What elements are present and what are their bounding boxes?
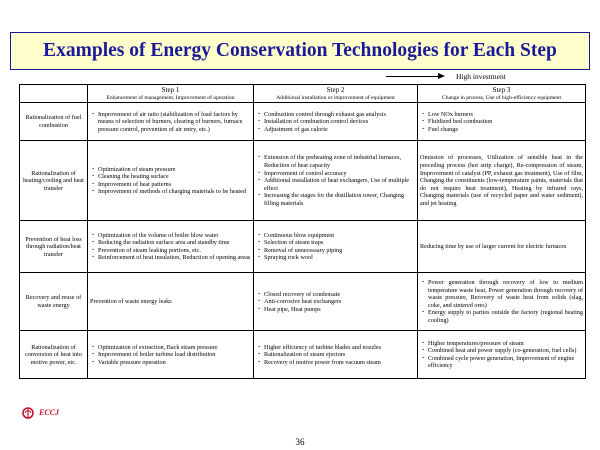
table-cell: [88, 103, 254, 141]
row-label: Rationalization of fuel combustion: [20, 103, 88, 141]
list-item: ・ Removal of unnecessary piping: [256, 247, 415, 255]
page-number: 36: [295, 437, 305, 447]
list-item: ・ Combined cycle power generation, Improvement of engine efficiency: [420, 355, 583, 370]
list-item: ・ Anti-corrosive heat exchangers: [256, 298, 415, 306]
row-label: Prevention of heat loss through radiation/heat transfer: [20, 221, 88, 273]
arrow-right-icon: [438, 73, 445, 79]
logo-text: ECCJ: [39, 408, 60, 417]
list-item: ・ Fluidized bed combustion: [420, 118, 583, 126]
row-label: Recovery and reuse of waste energy: [20, 273, 88, 331]
list-item: ・ Heat pipe, Heat pumps: [256, 306, 415, 314]
table-cell: [254, 273, 418, 331]
step-description: Enhancement of management, Improvement of operation: [106, 94, 235, 101]
list-item: ・ Low NOx burners: [420, 111, 583, 119]
list-item: ・ Rationalization of steam ejectors: [256, 351, 415, 359]
table-header-row: [20, 85, 586, 103]
table-cell: [254, 141, 418, 221]
list-item: ・ Optimization of extraction, Back steam pressure: [90, 344, 251, 352]
title-banner: [10, 32, 590, 70]
table-cell: Omission of processes, Utilization of sensible heat in the preceding process (hot strip charge), Re-compression of steam, Improvement of catalyst (PP, exhaust gas treatment), Use of film, Changing the constituents (low-temperature paints, materials that do not require heat treatment), Heating by infrared rays, Changing materials (use of recycled paper and water sediment), and jet heating: [418, 141, 586, 221]
list-item: ・ Reinforcement of heat insulation, Reduction of opening areas: [90, 254, 251, 262]
step-description: Change in process, Use of high-efficiency equipment: [441, 94, 562, 101]
list-item: ・ Combined heat and power supply (co-generation, fuel cells): [420, 347, 583, 355]
technology-table: [19, 84, 586, 379]
table-row: [20, 221, 586, 273]
eccj-logo: [22, 406, 62, 432]
eccj-logo-icon: [22, 406, 34, 420]
list-item: ・ Variable pressure operation: [90, 359, 251, 367]
table-cell: [88, 331, 254, 379]
list-item: ・ Energy supply to parties outside the factory (regional heating cooling): [420, 309, 583, 324]
row-label: Rationalization of heating/cooling and heat transfer: [20, 141, 88, 221]
list-item: ・ Improvement of control accuracy: [256, 170, 415, 178]
list-item: ・ Recovery of motive power from vacuum steam: [256, 359, 415, 367]
list-item: ・ Higher temperatures/pressure of steam: [420, 340, 583, 348]
list-item: ・ Extension of the preheating zone of industrial furnaces, Reduction of heat capacity: [256, 154, 415, 169]
investment-indicator: [386, 72, 576, 84]
table-cell: [418, 331, 586, 379]
list-item: ・ Optimization of the volume of boiler blow water: [90, 232, 251, 240]
list-item: ・ Closed recovery of condensate: [256, 291, 415, 299]
table-row: [20, 331, 586, 379]
arrow-line: [386, 76, 440, 77]
table-cell: [88, 221, 254, 273]
list-item: ・ Cleaning the heating surface: [90, 173, 251, 181]
step-header: [254, 85, 418, 103]
table-cell: [254, 103, 418, 141]
list-item: ・ Selection of steam traps: [256, 239, 415, 247]
table-cell: [254, 221, 418, 273]
table-cell: Reducing time by use of larger current for electric furnaces: [418, 221, 586, 273]
list-item: ・ Improvement of air ratio (stabilization of load factors by means of selection of burners, clearing of burners, furnace pressure control, prevention of air entry, etc.): [90, 111, 251, 134]
list-item: ・ Installation of combustion control devices: [256, 118, 415, 126]
step-title: Step 1: [161, 86, 180, 94]
list-item: ・ Additional installation of heat exchangers, Use of multiple effect: [256, 177, 415, 192]
list-item: ・ Improvement of boiler turbine load distribution: [90, 351, 251, 359]
table-cell: [418, 103, 586, 141]
row-label: Rationalization of conversion of heat into motive power, etc.: [20, 331, 88, 379]
table-corner: [20, 85, 88, 103]
list-item: ・ Optimization of steam pressure: [90, 166, 251, 174]
list-item: ・ Improvement of heat patterns: [90, 181, 251, 189]
list-item: ・ Increasing the stages for the distillation tower, Changing filling materials: [256, 192, 415, 207]
table-cell: [418, 273, 586, 331]
list-item: ・ Higher efficiency of turbine blades and nozzles: [256, 344, 415, 352]
step-header: [88, 85, 254, 103]
step-description: Additional installation or improvement of equipment: [276, 94, 395, 101]
list-item: ・ Prevention of steam leaking portions, etc.: [90, 247, 251, 255]
table-row: [20, 103, 586, 141]
list-item: ・ Combustion control through exhaust gas analysis: [256, 111, 415, 119]
list-item: ・ Improvement of methods of charging materials to be heated: [90, 188, 251, 196]
table-row: [20, 141, 586, 221]
table-row: [20, 273, 586, 331]
list-item: ・ Continuous blow equipment: [256, 232, 415, 240]
table-cell: [88, 141, 254, 221]
list-item: ・ Power generation through recovery of low to medium temperature waste heat, Power generation through recovery of waste pressure, Recovery of waste heat from solids (slag, coke, and sintered ores): [420, 279, 583, 309]
list-item: ・ Reducing the radiation surface area and standby time: [90, 239, 251, 247]
page-title: Examples of Energy Conservation Technologies for Each Step: [43, 40, 557, 61]
investment-label: High investment: [456, 72, 506, 81]
table-cell: [254, 331, 418, 379]
step-title: Step 3: [492, 86, 511, 94]
step-header: [418, 85, 586, 103]
table-cell: Prevention of waste energy leaks: [88, 273, 254, 331]
list-item: ・ Adjustment of gas calorie: [256, 126, 415, 134]
step-title: Step 2: [326, 86, 345, 94]
list-item: ・ Spraying rock wool: [256, 254, 415, 262]
list-item: ・ Fuel change: [420, 126, 583, 134]
